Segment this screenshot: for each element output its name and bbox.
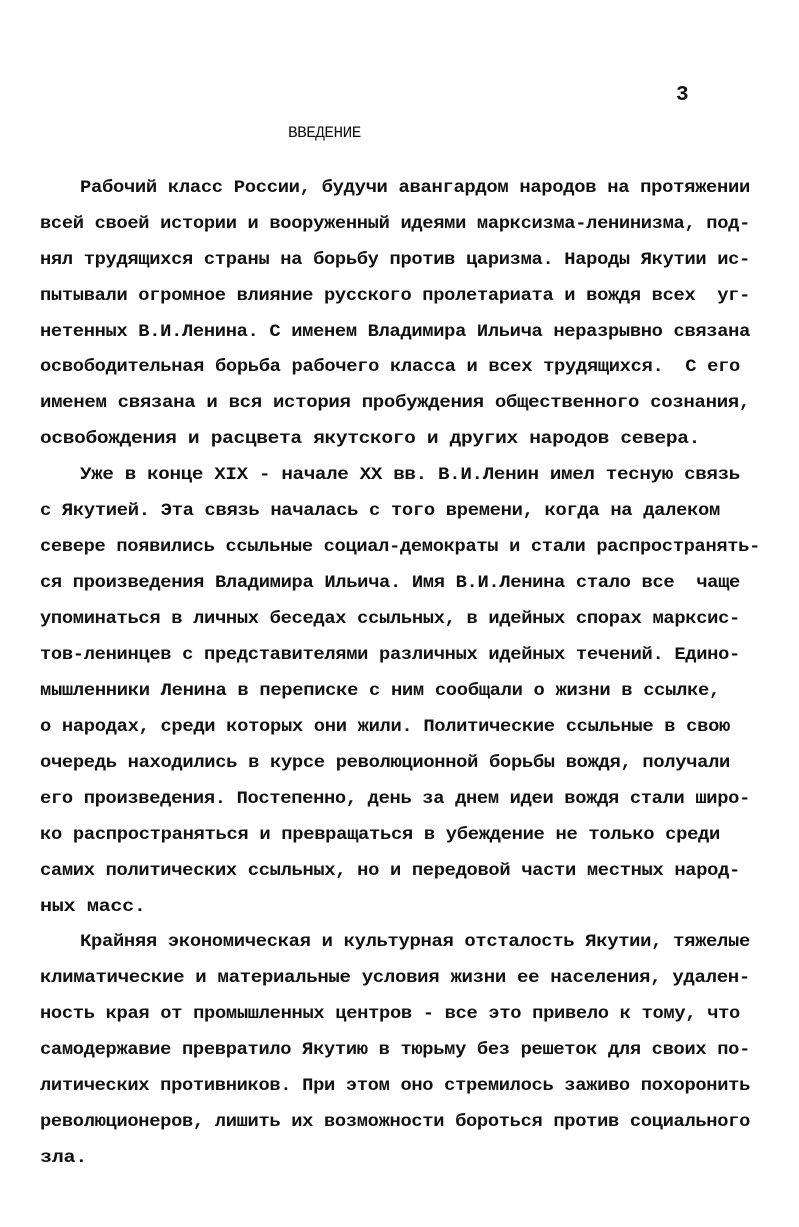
text-line: революционеров, лишить их возможности бороться против социального: [40, 1112, 750, 1132]
text-line: именем связана и вся история пробуждения общественного сознания,: [40, 393, 750, 413]
text-line: мышленники Ленина в переписке с ним сообщали о жизни в ссылке,: [40, 681, 720, 701]
text-line: тов-ленинцев с представителями различных идейных течений. Едино-: [40, 645, 740, 665]
section-heading: ВВЕДЕНИЕ: [288, 124, 361, 142]
text-line: нетенных В.И.Ленина. С именем Владимира Ильича неразрывно связана: [40, 322, 750, 342]
text-line: Уже в конце XIX - начале XX вв. В.И.Ленин имел тесную связь: [80, 465, 740, 485]
text-line: очередь находились в курсе революционной борьбы вождя, получали: [40, 753, 730, 773]
text-line: самих политических ссыльных, но и передовой части местных народ-: [40, 861, 740, 881]
page-number: 3: [676, 84, 689, 107]
text-line: освободительная борьба рабочего класса и всех трудящихся. С его: [40, 357, 740, 377]
text-line: ных масс.: [40, 897, 146, 917]
text-line: всей своей истории и вооруженный идеями марксизма-ленинизма, под-: [40, 214, 750, 234]
text-line: о народах, среди которых они жили. Политические ссыльные в свою: [40, 717, 730, 737]
text-line: самодержавие превратило Якутию в тюрьму без решеток для своих по-: [40, 1040, 750, 1060]
text-line: освобождения и расцвета якутского и других народов севера.: [40, 429, 700, 449]
text-line: литических противников. При этом оно стремилось заживо похоронить: [40, 1076, 750, 1096]
text-line: ко распространяться и превращаться в убеждение не только среди: [40, 825, 720, 845]
text-line: Рабочий класс России, будучи авангардом народов на протяжении: [80, 178, 750, 198]
text-line: зла.: [40, 1148, 87, 1168]
text-line: климатические и материальные условия жизни ее населения, удален-: [40, 968, 750, 988]
text-line: его произведения. Постепенно, день за днем идеи вождя стали широ-: [40, 789, 750, 809]
text-line: нял трудящихся страны на борьбу против царизма. Народы Якутии ис-: [40, 250, 750, 270]
text-line: упоминаться в личных беседах ссыльных, в идейных спорах марксис-: [40, 609, 740, 629]
text-line: с Якутией. Эта связь началась с того времени, когда на далеком: [40, 501, 720, 521]
text-line: севере появились ссыльные социал-демократы и стали распространять-: [40, 537, 760, 557]
text-line: Крайняя экономическая и культурная отсталость Якутии, тяжелые: [80, 932, 750, 952]
text-line: ся произведения Владимира Ильича. Имя В.И.Ленина стало все чаще: [40, 573, 740, 593]
text-line: пытывали огромное влияние русского пролетариата и вождя всех уг-: [40, 286, 750, 306]
text-line: ность края от промышленных центров - все это привело к тому, что: [40, 1004, 740, 1024]
